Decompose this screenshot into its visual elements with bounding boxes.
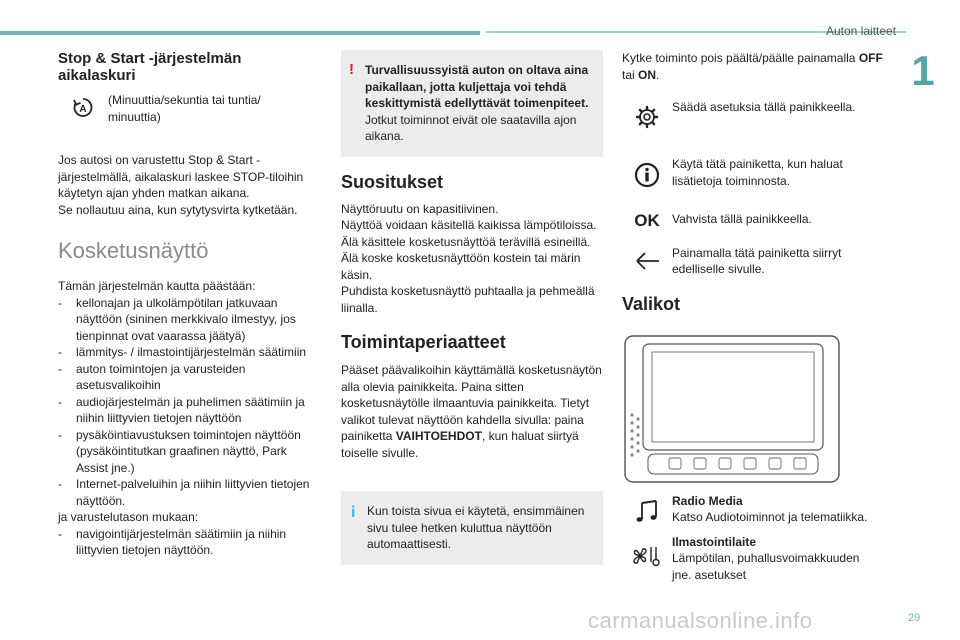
recommendations-title: Suositukset	[341, 171, 444, 192]
list-item: - navigointijärjestelmän säätimiin ja niihin liittyvien tietojen näyttöön.	[58, 526, 287, 557]
menu-radio-media-title: Radio Media	[672, 493, 743, 508]
header-bar	[0, 31, 480, 35]
menu-radio-media-text: Katso Audiotoiminnot ja telematiikka.	[672, 510, 868, 524]
list-item: - kellonajan ja ulkolämpötilan jatkuvaan näyttöön (sininen merkkivalo ilmestyy, jos tienpinnat ovat vaarassa jäätyä)	[58, 295, 296, 343]
section-title: Auton laitteet	[826, 24, 897, 38]
menu-climate-title: Ilmastointilaite	[672, 534, 757, 549]
menu-radio-media	[622, 493, 887, 526]
column-3	[622, 50, 887, 583]
list-item: - Internet-palveluihin ja niihin liittyvien tietojen näyttöön.	[58, 477, 310, 508]
climate-icon	[631, 544, 663, 568]
gear-button-text: Säädä asetuksia tällä painikkeella.	[672, 100, 856, 114]
recommendation-line: Puhdista kosketusnäyttö puhtaalla ja pehmeällä liinalla.	[341, 284, 595, 315]
touchscreen-illustration	[622, 335, 842, 485]
ok-button-text: Vahvista tällä painikkeella.	[672, 212, 812, 226]
info-box	[341, 491, 603, 565]
warning-bold: Turvallisuussyistä auton on oltava aina paikallaan, jotta kuljettaja voi tehdä keskittymistä edellyttävät toimenpiteet.	[365, 63, 589, 110]
list-item: - auton toimintojen ja varusteiden asetusvalikoihin	[58, 361, 246, 392]
page-number: 29	[908, 612, 921, 624]
back-button-text: Painamalla tätä painiketta siirryt edelliselle sivulle.	[672, 245, 842, 276]
list-item: - pysäköintiavustuksen toimintojen näyttöön (pysäköintitutkan graafinen näyttö, Park Assist jne.)	[58, 427, 301, 475]
touchscreen-list	[58, 295, 320, 510]
menu-climate	[622, 534, 887, 584]
info-button-text: Käytä tätä painiketta, kun haluat lisätietoja toiminnosta.	[672, 157, 843, 188]
touchscreen-title: Kosketusnäyttö	[58, 238, 209, 263]
menus-title: Valikot	[622, 293, 681, 314]
back-button-row	[622, 245, 887, 278]
gear-icon	[635, 105, 659, 129]
list-item: - lämmitys- / ilmastointijärjestelmän säätimiin	[58, 345, 307, 359]
chapter-number: 1	[911, 47, 935, 94]
principles-title: Toimintaperiaatteet	[341, 332, 506, 352]
ok-button-row	[622, 211, 887, 230]
ok-icon: OK	[634, 211, 660, 230]
info-icon	[634, 162, 660, 188]
recommendation-line: Älä käsittele kosketusnäyttöä terävillä esineillä.	[341, 234, 591, 249]
recommendation-line: Näyttöruutu on kapasitiivinen.	[341, 201, 499, 216]
touchscreen-list-2	[58, 526, 320, 559]
touchscreen-intro: Tämän järjestelmän kautta päästään:	[58, 279, 256, 293]
warning-text: Jotkut toiminnot eivät ole saatavilla ajon aikana.	[365, 112, 577, 143]
back-arrow-icon	[633, 251, 661, 271]
info-marker-icon: i	[351, 504, 356, 521]
stop-start-icon	[72, 96, 94, 120]
stop-start-para2: Se nollautuu aina, kun sytytysvirta kytketään.	[58, 202, 298, 217]
music-note-icon	[634, 499, 660, 525]
column-1	[58, 50, 320, 559]
warning-icon: !	[349, 61, 354, 78]
stop-start-timer-row	[58, 92, 320, 125]
info-button-row	[622, 156, 887, 189]
stop-start-timer-format: (Minuuttia/sekuntia tai tuntia/ minuuttia)	[108, 93, 261, 124]
gear-button-row	[622, 99, 887, 129]
stop-start-title: Stop & Start -järjestelmän aikalaskuri	[58, 50, 242, 84]
menu-climate-text: Lämpötilan, puhallusvoimakkuuden jne. asetukset	[672, 551, 860, 582]
principles-text: Pääset päävalikoihin käyttämällä kosketusnäytön alla olevia painikkeita. Paina sitten kosketusnäytölle ilmaantuvia painikkeita. Tietyt valikot tulevat näyttöön kahdella sivulla: paina painiketta VAIHTOEHDOT, kun haluat siirtyä toiselle sivulle.	[341, 363, 602, 460]
stop-start-para1: Jos autosi on varustettu Stop & Start -järjestelmällä, aikalaskuri laskee STOP-tiloihin käytetyn ajan yhden matkan aikana.	[58, 153, 304, 200]
recommendation-line: Älä koske kosketusnäyttöön kostein tai märin käsin.	[341, 251, 581, 282]
recommendations-body	[341, 201, 603, 317]
warning-box	[341, 50, 603, 157]
toggle-instruction: Kytke toiminto pois päältä/päälle painamalla OFF tai ON.	[622, 51, 883, 82]
info-text: Kun toista sivua ei käytetä, ensimmäinen sivu tulee hetken kuluttua näyttöön automaattisesti.	[367, 504, 585, 551]
touchscreen-by-equipment: ja varustelutason mukaan:	[58, 510, 199, 524]
watermark: carmanualsonline.info	[588, 608, 813, 633]
column-2	[341, 50, 603, 565]
svg-text:A: A	[79, 104, 87, 115]
list-item: - audiojärjestelmän ja puhelimen säätimiin ja niihin liittyvien tietojen näyttöön	[58, 394, 305, 425]
recommendation-line: Näyttöä voidaan käsitellä kaikissa lämpötiloissa.	[341, 218, 597, 232]
